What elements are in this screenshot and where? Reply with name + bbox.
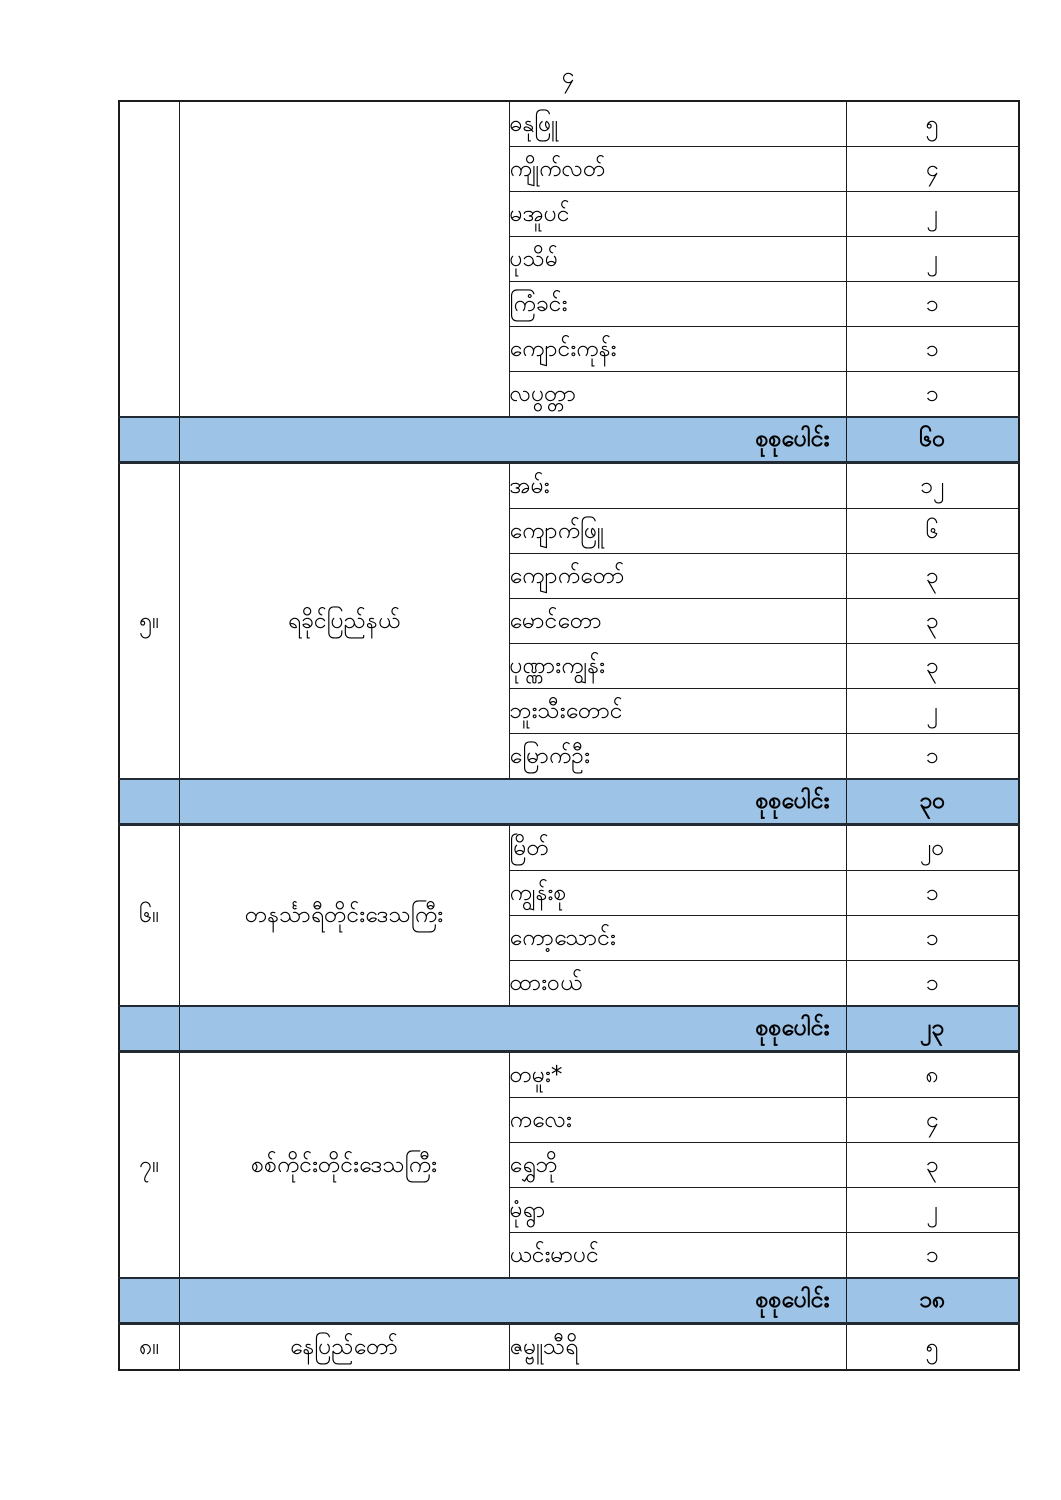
township-name: တမူး* [509, 1052, 846, 1098]
township-count: ၃ [846, 599, 1019, 644]
table-row [119, 825, 1019, 871]
township-name: မအူပင် [509, 192, 846, 237]
township-count: ၁ [846, 734, 1019, 780]
page-number: ၄ [561, 63, 575, 89]
township-count: ၄ [846, 1098, 1019, 1143]
township-count: ၅ [846, 1324, 1019, 1371]
total-label: စုစုပေါင်း [179, 779, 846, 825]
township-count: ၂ [846, 1188, 1019, 1233]
table-row [119, 101, 1019, 147]
township-count: ၂ [846, 192, 1019, 237]
township-name: ဓနုဖြူ [509, 101, 846, 147]
township-name: ကျောက်တော် [509, 554, 846, 599]
section-number: ၅။ [119, 463, 179, 780]
township-name: ထားဝယ် [509, 961, 846, 1007]
section-number: ၆။ [119, 825, 179, 1007]
total-value: ၂၃ [846, 1006, 1019, 1052]
total-value: ၃၀ [846, 779, 1019, 825]
township-name: ဘူးသီးတောင် [509, 689, 846, 734]
township-count: ၁၂ [846, 463, 1019, 509]
township-count: ၃ [846, 1143, 1019, 1188]
total-label: စုစုပေါင်း [179, 417, 846, 463]
township-count: ၈ [846, 1052, 1019, 1098]
total-row [119, 1006, 1019, 1052]
township-name: အမ်း [509, 463, 846, 509]
township-name: ကျောင်းကုန်း [509, 327, 846, 372]
township-name: ကျိုက်လတ် [509, 147, 846, 192]
table-row [119, 1324, 1019, 1371]
township-name: ဇမ္ဗူသီရိ [509, 1324, 846, 1371]
township-name: ရွှေဘို [509, 1143, 846, 1188]
section-number: ၈။ [119, 1324, 179, 1371]
total-value: ၆၀ [846, 417, 1019, 463]
township-count: ၃ [846, 554, 1019, 599]
township-count: ၁ [846, 871, 1019, 916]
total-row-spacer [119, 1006, 179, 1052]
township-name: ကျောက်ဖြူ [509, 509, 846, 554]
township-name: မုံရွာ [509, 1188, 846, 1233]
table-row [119, 463, 1019, 509]
region-name: တနင်္သာရီတိုင်းဒေသကြီး [179, 825, 509, 1007]
table-row [119, 1052, 1019, 1098]
township-name: မြောက်ဦး [509, 734, 846, 780]
township-count: ၂၀ [846, 825, 1019, 871]
township-count: ၁ [846, 372, 1019, 418]
township-count: ၁ [846, 327, 1019, 372]
township-name: ကျွန်းစု [509, 871, 846, 916]
total-row [119, 1278, 1019, 1324]
township-count: ၁ [846, 961, 1019, 1007]
region-name: ရခိုင်ပြည်နယ် [179, 463, 509, 780]
township-count: ၁ [846, 282, 1019, 327]
region-name [179, 101, 509, 417]
township-count: ၂ [846, 689, 1019, 734]
total-row-spacer [119, 417, 179, 463]
region-name: စစ်ကိုင်းတိုင်းဒေသကြီး [179, 1052, 509, 1279]
townships-table [118, 100, 1020, 1371]
township-count: ၁ [846, 916, 1019, 961]
total-value: ၁၈ [846, 1278, 1019, 1324]
township-count: ၄ [846, 147, 1019, 192]
township-name: ကော့သောင်း [509, 916, 846, 961]
table-body [119, 101, 1019, 1370]
region-name: နေပြည်တော် [179, 1324, 509, 1371]
township-name: ပုသိမ် [509, 237, 846, 282]
township-count: ၂ [846, 237, 1019, 282]
township-count: ၃ [846, 644, 1019, 689]
township-name: ယင်းမာပင် [509, 1233, 846, 1279]
total-label: စုစုပေါင်း [179, 1278, 846, 1324]
township-count: ၆ [846, 509, 1019, 554]
total-row-spacer [119, 779, 179, 825]
section-number [119, 101, 179, 417]
township-count: ၁ [846, 1233, 1019, 1279]
township-name: ကလေး [509, 1098, 846, 1143]
township-name: ပုဏ္ဏားကျွန်း [509, 644, 846, 689]
total-row [119, 417, 1019, 463]
total-row [119, 779, 1019, 825]
total-row-spacer [119, 1278, 179, 1324]
township-name: ကြံခင်း [509, 282, 846, 327]
section-number: ၇။ [119, 1052, 179, 1279]
township-name: လပွတ္တာ [509, 372, 846, 418]
township-name: မောင်တော [509, 599, 846, 644]
total-label: စုစုပေါင်း [179, 1006, 846, 1052]
township-count: ၅ [846, 101, 1019, 147]
township-name: မြိတ် [509, 825, 846, 871]
